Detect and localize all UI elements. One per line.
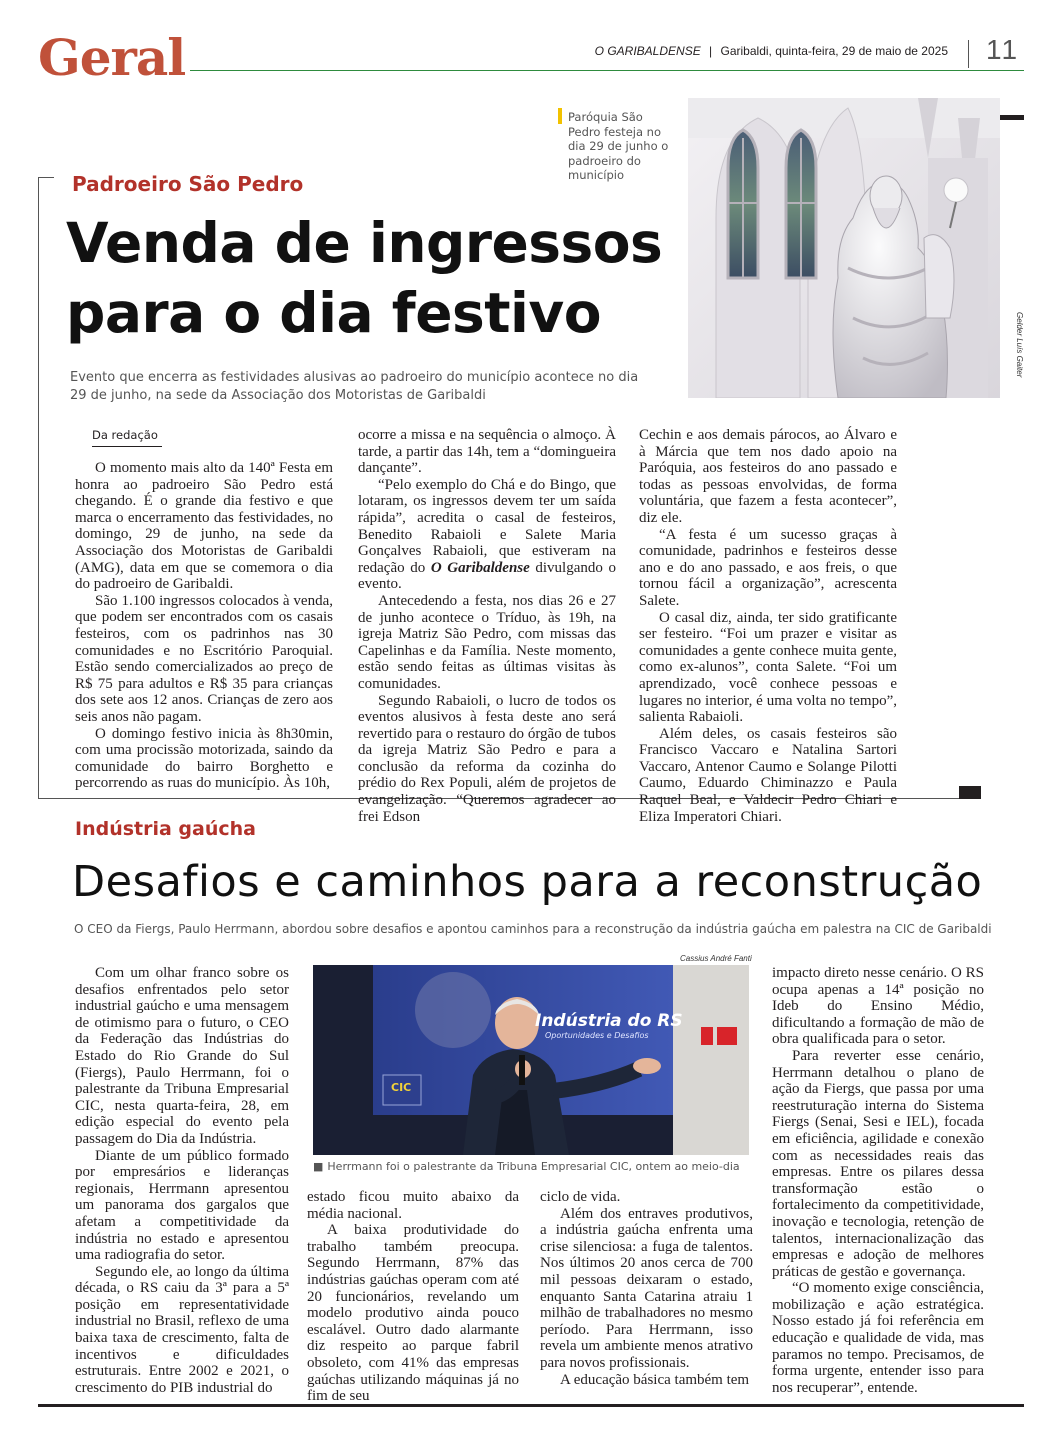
paragraph: O momento mais alto da 140ª Festa em honra ao padroeiro São Pedro está chegando. É o grande dia festivo e que marca o encerramento das festividades, no domingo, 29 de junho, na sede da Associação dos Motoristas de Garibaldi (AMG), data em que se comemora o dia do padroeiro de Garibaldi. <box>75 460 333 593</box>
paragraph: A educação básica também tem <box>560 1371 750 1388</box>
headline-line-1: Venda de ingressos <box>66 211 663 275</box>
article1-dek: Evento que encerra as festividades alusivas ao padroeiro do município acontece no dia 29 de junho, na sede da Associação dos Motoristas de Garibaldi <box>70 370 639 403</box>
newspaper-mention: O Garibaldense <box>430 559 530 576</box>
newspaper-name: O GARIBALDENSE <box>594 44 701 58</box>
page-number: 11 <box>986 34 1020 65</box>
church-statue-photo <box>688 98 1000 398</box>
article1-column-1 <box>75 460 333 792</box>
masthead-separator: | <box>709 44 713 58</box>
corner-bar-top <box>1000 115 1024 120</box>
paragraph: estado ficou muito abaixo da média nacional. <box>307 1189 519 1222</box>
photo2-caption <box>313 1160 740 1173</box>
paragraph: “O momento exige consciência, mobilização e ação estratégica. Nosso estado já foi referência em educação e qualidade de vida, mas paramos no tempo. Precisamos, de forma urgente, entender isso para nos recuperar”, entende. <box>772 1280 984 1396</box>
article2-dek: O CEO da Fiergs, Paulo Herrmann, abordou sobre desafios e apontou caminhos para a reconstrução da indústria gaúcha em palestra na CIC de Garibaldi <box>74 922 992 936</box>
article2-headline: Desafios e caminhos para a reconstrução <box>72 857 983 907</box>
article1-byline: Da redação <box>92 428 158 442</box>
section-title: Geral <box>38 28 186 87</box>
page-bottom-rule <box>38 1404 1024 1407</box>
photo1-credit: Gelder Luís Gaiter <box>1015 312 1024 378</box>
church-illustration <box>688 98 1000 398</box>
article2-column-4 <box>772 965 984 1396</box>
paragraph: ocorre a missa e na sequência o almoço. À tarde, a partir das 14h, tem a “domingueira dançante”. <box>358 427 616 477</box>
paragraph: Diante de um público formado por empresários e lideranças regionais, Herrmann apresentou um panorama dos gargalos que afetam a competitividade da indústria no estado e apresentou uma radiografia do setor. <box>75 1147 289 1264</box>
article1-column-3 <box>639 427 897 825</box>
paragraph: Além deles, os casais festeiros são Francisco Vaccaro e Natalina Sartori Vaccaro, Antenor Caumo e Solange Pilotti Caumo, Eduardo Chiminazzo e Paula Raquel Beal, e Valdecir Pedro Chiari e Eliza Imperatori Chiari. <box>639 725 897 825</box>
frame-end-mark <box>959 786 981 799</box>
masthead <box>595 44 948 58</box>
article2-column-1 <box>75 965 289 1396</box>
screen-logo: CIC <box>391 1081 412 1094</box>
paragraph: Cechin e aos demais párocos, ao Álvaro e à Márcia que tem nos dado apoio na Paróquia, aos festeiros do ano passado e todas as pessoas envolvidas, de forma voluntária, que fazem a festa acontecer”, diz ele. <box>639 427 897 526</box>
headline-line-2: para o dia festivo <box>66 281 602 345</box>
caption-square: ■ <box>313 1160 324 1173</box>
quote-tail: divulgando o evento. <box>358 559 616 593</box>
screen-subtitle: Oportunidades e Desafios <box>545 1031 649 1040</box>
photo-caption: Paróquia São Pedro festeja no dia 29 de junho o padroeiro do município <box>568 110 669 182</box>
speaker-illustration <box>313 965 749 1155</box>
article2-column-2 <box>307 1189 519 1405</box>
screen-title: Indústria do RS <box>535 1011 683 1031</box>
paragraph: Com um olhar franco sobre os desafios enfrentados pelo setor industrial gaúcho e uma mensagem de otimismo para o futuro, o CEO da Federação das Indústrias do Estado do Rio Grande do Sul (Fiergs), Paulo Herrmann, foi o palestrante da Tribuna Empresarial CIC, nesta quarta-feira, 28, em edição especial do evento pela passagem do Dia da Indústria. <box>75 965 289 1147</box>
photo2-credit: Cassius André Fanti <box>680 954 752 963</box>
article2-column-3 <box>540 1189 753 1388</box>
paragraph: Segundo Rabaioli, o lucro de todos os eventos alusivos à festa deste ano será revertido para o restauro do órgão de tubos da igreja Matriz São Pedro e para a conclusão da reforma da cozinha do prédio do Rex Populi, além de projetos de evangelização. “Queremos agradecer ao frei Edson <box>358 692 616 825</box>
paragraph: Para reverter esse cenário, Herrmann detalhou o plano de ação da Fiergs, que passa por uma reestruturação interna do Sistema Fiergs (Senai, Sesi e IEL), focada em eficiência, agilidade e conexão com as necessidades reais das empresas. Entre os pilares dessa transformação estão o fortalecimento da competitividade, inovação e tecnologia, retenção de talentos, internacionalização das empresas e adoção de melhores práticas de gestão e governança. <box>772 1047 984 1280</box>
paragraph: O casal diz, ainda, ter sido gratificante ser festeiro. “Foi um prazer e visitar as comunidades a gente conhece muita gente, como ex-alunos”, conta Salete. “Foi um aprendizado, você conhece pessoas e lugares no interior, é uma volta no tempo”, salienta Rabaioli. <box>639 609 897 726</box>
paragraph: Segundo ele, ao longo da última década, o RS caiu da 3ª para a 5ª posição em representatividade industrial no Brasil, reflexo de uma baixa taxa de crescimento, falta de incentivos e dificuldades estruturais. Entre 2002 e 2021, o crescimento do PIB industrial do <box>75 1263 289 1396</box>
paragraph: impacto direto nesse cenário. O RS ocupa apenas a 14ª posição no Ideb do Ensino Médio, dificultando a formação de mão de obra qualificada para o setor. <box>772 965 984 1048</box>
paragraph: A baixa produtividade do trabalho também preocupa. Segundo Herrmann, 87% das indústrias gaúchas operam com até 20 funcionários, revelando um modelo produtivo ainda pouco escalável. Outro dado alarmante diz respeito ao parque fabril obsoleto, com 41% das empresas gaúchas utilizando máquinas já no fim de seu <box>307 1222 519 1405</box>
paragraph: São 1.100 ingressos colocados à venda, que podem ser encontrados com os casais festeiros, com os padrinhos nas 30 comunidades e no Escritório Paroquial. Estão sendo comercializados ao preço de R$ 75 para adultos e R$ 35 para crianças dos sete aos 12 anos. Crianças de zero aos seis anos não pagam. <box>75 592 333 725</box>
dateline: Garibaldi, quinta-feira, 29 de maio de 2025 <box>720 44 948 58</box>
paragraph: O domingo festivo inicia às 8h30min, com uma procissão motorizada, saindo da comunidade do bairro Borghetto e percorrendo as ruas do município. Às 10h, <box>75 725 333 792</box>
article2-kicker: Indústria gaúcha <box>75 818 256 840</box>
speaker-photo <box>313 965 749 1155</box>
page-number-separator <box>968 40 969 68</box>
paragraph: ciclo de vida. <box>540 1189 621 1205</box>
quote-text: “Pelo exemplo do Chá e do Bingo, que lotaram, os ingressos devem ter um saída rápida”, acredita o casal de festeiros, Benedito Rabaioli e Salete Maria Gonçalves Rabaioli, que estiveram na redação do <box>358 476 616 576</box>
caption-marker <box>558 108 562 124</box>
article1-kicker: Padroeiro São Pedro <box>72 172 304 196</box>
paragraph <box>358 477 616 593</box>
paragraph: Além dos entraves produtivos, a indústria gaúcha enfrenta uma crise silenciosa: a fuga de talentos. Nos últimos 20 anos cerca de 700 mil pessoas deixaram o estado, enquanto Santa Catarina atraiu 1 milhão de trabalhadores no mesmo período. Para Herrmann, isso revela um ambiente menos atrativo para novos profissionais. <box>540 1205 753 1371</box>
header-rule <box>190 70 1024 71</box>
article1-headline <box>66 208 662 348</box>
article1-column-2 <box>358 427 616 825</box>
byline-rule <box>92 446 162 447</box>
caption-text: Herrmann foi o palestrante da Tribuna Empresarial CIC, ontem ao meio-dia <box>327 1160 740 1173</box>
paragraph: “A festa é um sucesso graças à comunidade, padrinhos e festeiros desse ano e do ano passado, e aos freis, o que tornou fácil a organização”, acrescenta Salete. <box>639 526 897 609</box>
paragraph: Antecedendo a festa, nos dias 26 e 27 de junho acontece o Tríduo, às 19h, na igreja Matriz São Pedro, com missas das Capelinhas e da Família. Neste momento, estão sendo feitas as últimas visitas às comunidades. <box>358 592 616 692</box>
